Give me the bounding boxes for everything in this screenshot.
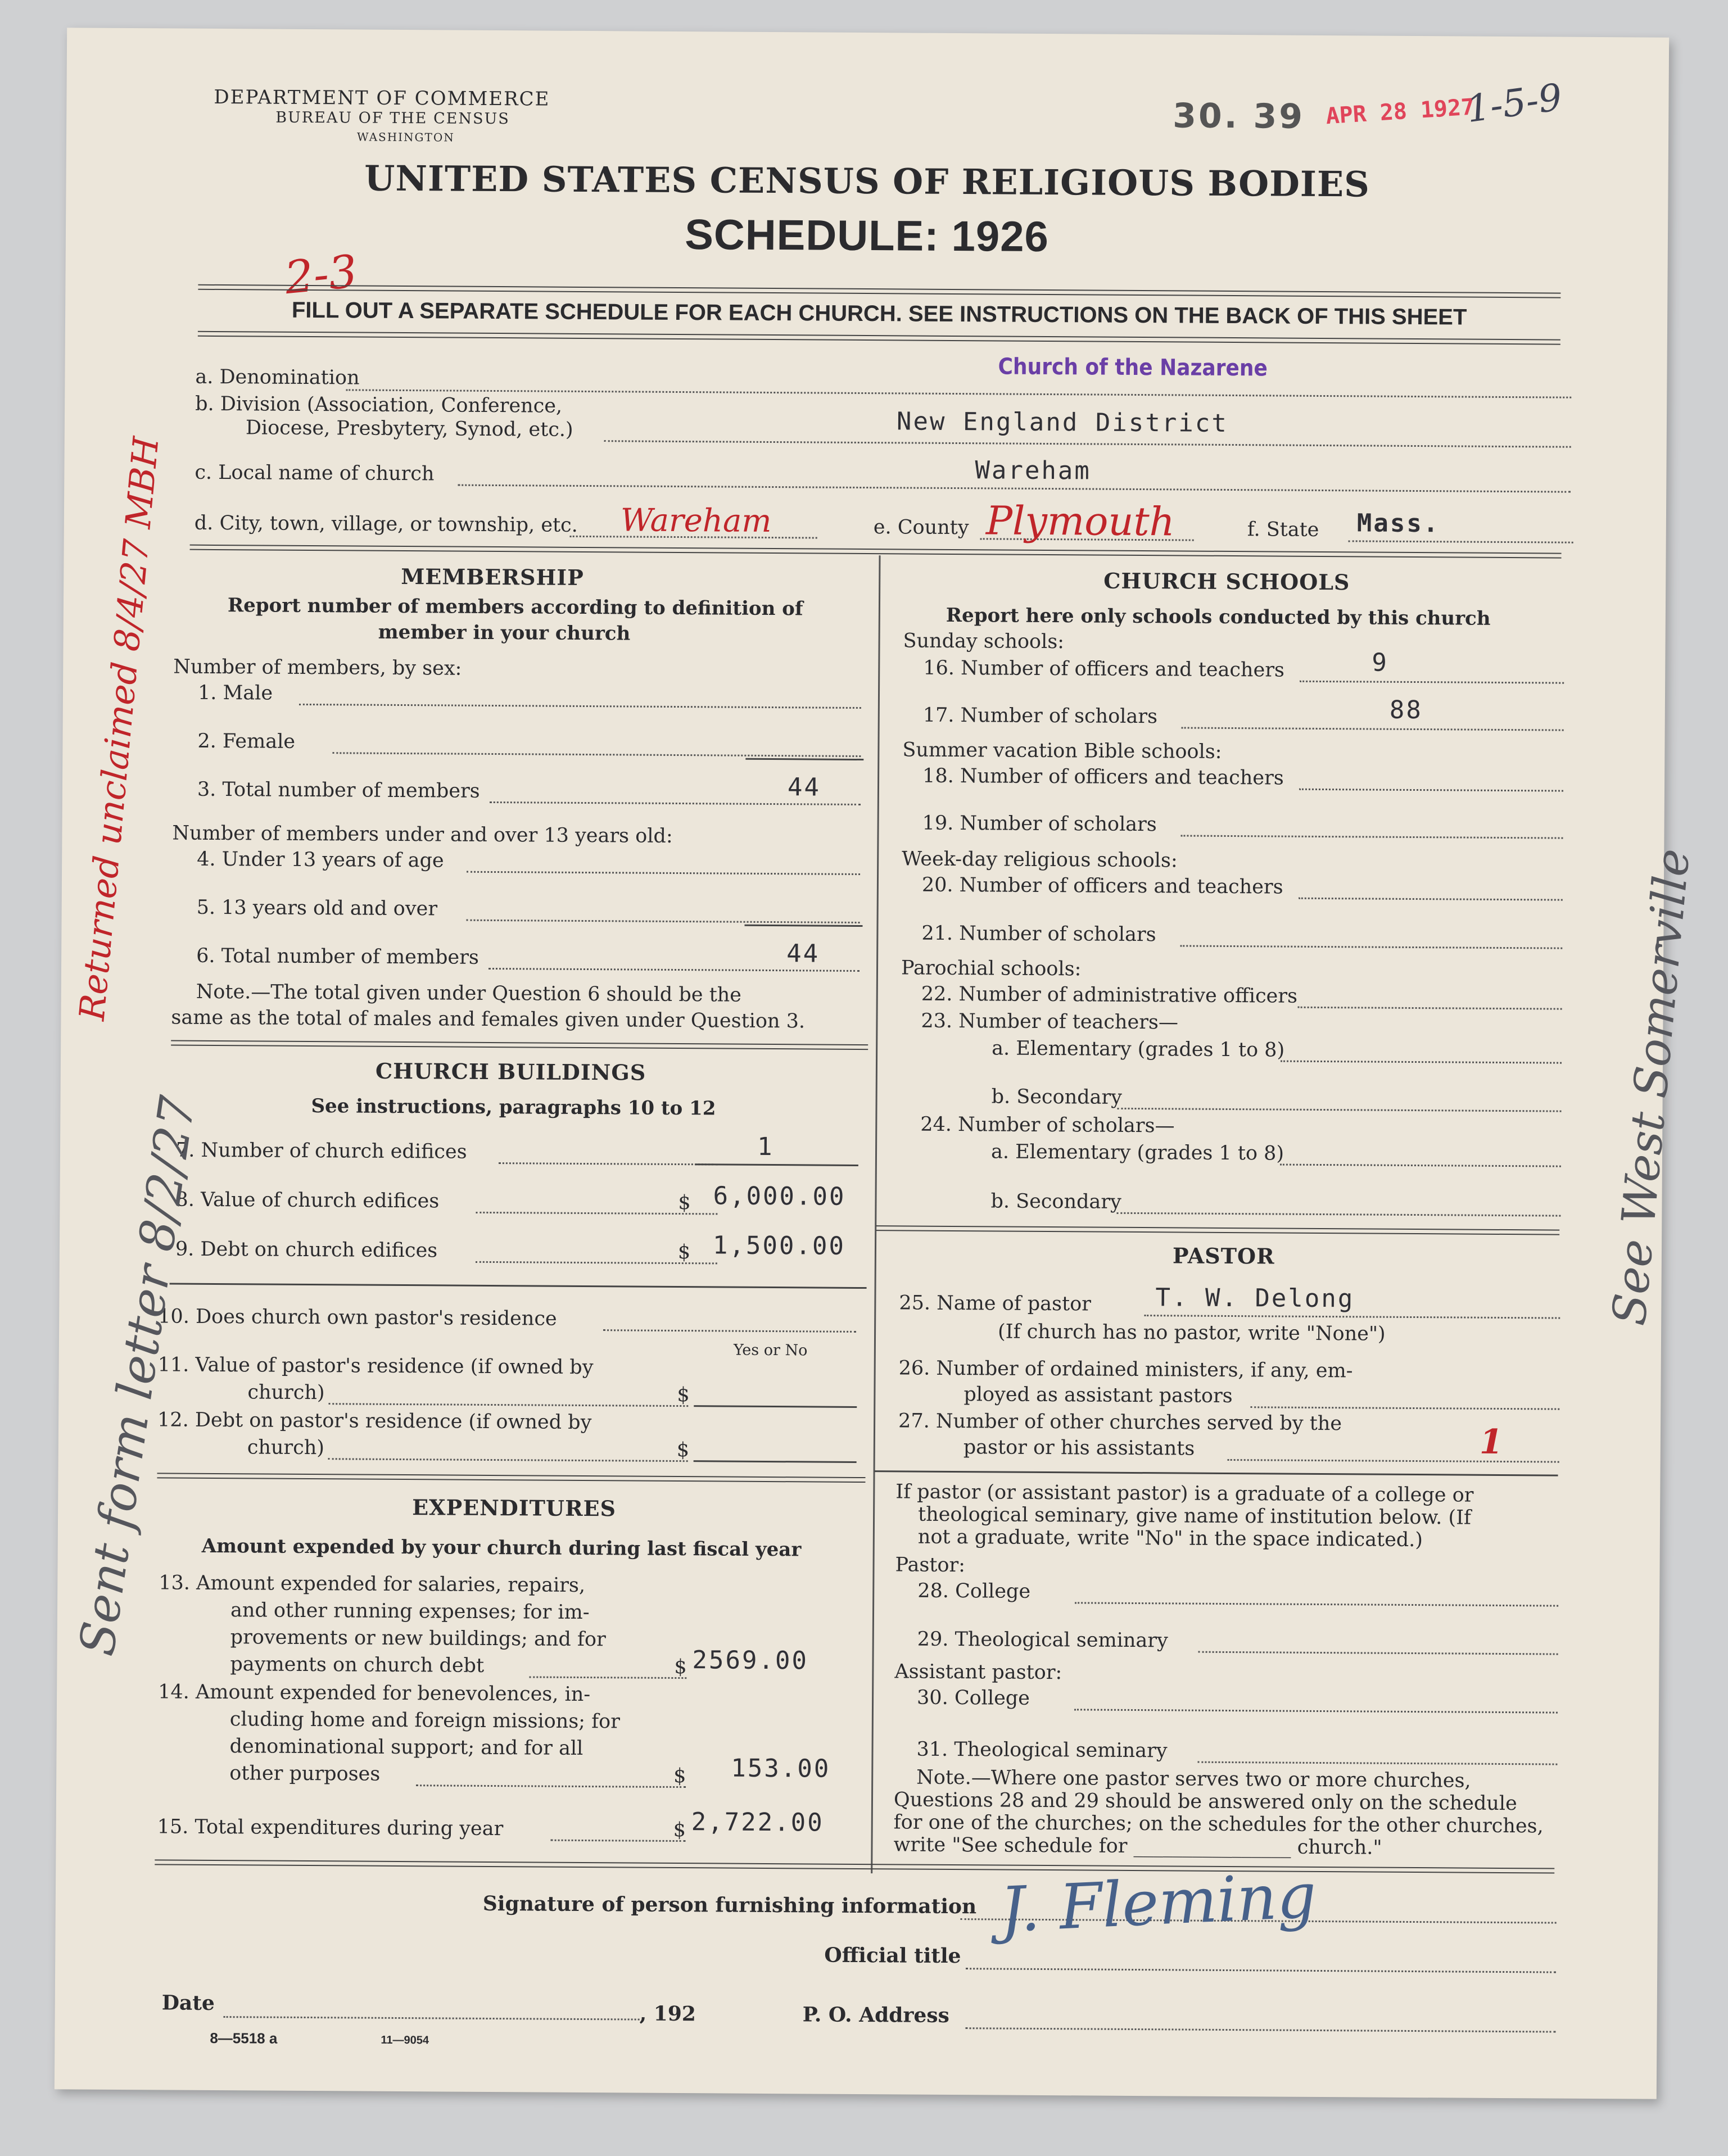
q26-line bbox=[1250, 1406, 1559, 1410]
q12-label: 12. Debt on pastor's residence (if owned by bbox=[157, 1408, 592, 1434]
denomination-value[interactable]: Church of the Nazarene bbox=[998, 354, 1268, 382]
q19-line bbox=[1180, 835, 1563, 839]
q7-line bbox=[499, 1162, 718, 1165]
buildings-bottom-rule bbox=[157, 1473, 865, 1483]
city-value[interactable]: Wareham bbox=[620, 502, 772, 540]
q13-label-2: and other running expenses; for im- bbox=[230, 1599, 590, 1624]
official-title-label: Official title bbox=[824, 1943, 961, 1968]
left-margin-pencil-note: Sent form letter 8/2/27 bbox=[69, 1092, 207, 1660]
q31-line bbox=[1197, 1761, 1557, 1765]
county-label: e. County bbox=[873, 516, 969, 540]
q26-label-2: ployed as assistant pastors bbox=[963, 1383, 1233, 1408]
q7-value[interactable]: 1 bbox=[757, 1132, 774, 1162]
q14-dollar: $ bbox=[673, 1764, 686, 1788]
q4-under13-label: 4. Under 13 years of age bbox=[197, 848, 444, 872]
q29-label: 29. Theological seminary bbox=[917, 1628, 1168, 1652]
membership-note-2: same as the total of males and females given under Question 3. bbox=[171, 1006, 806, 1033]
graduate-instruction-3: not a graduate, write "No" in the space indicated.) bbox=[917, 1525, 1423, 1552]
banner-top-rule bbox=[198, 284, 1560, 298]
q16-label: 16. Number of officers and teachers bbox=[923, 656, 1285, 682]
q17-value[interactable]: 88 bbox=[1389, 695, 1423, 725]
department-name: DEPARTMENT OF COMMERCE bbox=[214, 85, 550, 111]
q25-value[interactable]: T. W. Delong bbox=[1155, 1283, 1355, 1313]
q11-dollar: $ bbox=[677, 1384, 690, 1407]
q30-label: 30. College bbox=[916, 1686, 1030, 1710]
q23b-label: b. Secondary bbox=[991, 1085, 1123, 1109]
q27-value[interactable]: 1 bbox=[1479, 1422, 1503, 1462]
assistant-pastor-label: Assistant pastor: bbox=[894, 1660, 1062, 1684]
buildings-heading: CHURCH BUILDINGS bbox=[375, 1058, 646, 1085]
q3-line bbox=[490, 801, 861, 805]
membership-sub-2: member in your church bbox=[378, 620, 631, 645]
q9-dollar: $ bbox=[677, 1241, 691, 1264]
expenditures-heading: EXPENDITURES bbox=[412, 1494, 617, 1521]
q9-label: 9. Debt on church edifices bbox=[175, 1238, 438, 1262]
q2-line bbox=[332, 752, 861, 757]
signature-label: Signature of person furnishing information bbox=[482, 1891, 977, 1919]
q3-total-label: 3. Total number of members bbox=[197, 778, 480, 803]
q18-line bbox=[1299, 789, 1563, 792]
q16-value[interactable]: 9 bbox=[1372, 648, 1389, 677]
q11-value-line bbox=[694, 1405, 857, 1408]
division-label-2: Diocese, Presbytery, Synod, etc.) bbox=[245, 416, 573, 441]
po-address-line bbox=[966, 2027, 1556, 2032]
q23-label: 23. Number of teachers— bbox=[921, 1009, 1179, 1034]
division-label: b. Division (Association, Conference, bbox=[195, 392, 563, 418]
q24b-label: b. Secondary bbox=[990, 1190, 1121, 1213]
q6-total-label: 6. Total number of members bbox=[196, 944, 480, 969]
department-header bbox=[214, 86, 550, 145]
q28-line bbox=[1075, 1602, 1558, 1606]
graduate-instruction-2: theological seminary, give name of institution below. (If bbox=[917, 1503, 1472, 1529]
q12-label-2: church) bbox=[247, 1436, 325, 1460]
members-by-sex-label: Number of members, by sex: bbox=[173, 655, 462, 680]
weekday-schools-label: Week-day religious schools: bbox=[902, 848, 1178, 872]
q15-line bbox=[551, 1840, 686, 1842]
q27-label-2: pastor or his assistants bbox=[963, 1436, 1195, 1460]
q21-line bbox=[1180, 945, 1562, 949]
q25-note: (If church has no pastor, write "None") bbox=[997, 1320, 1386, 1346]
q10-line bbox=[603, 1329, 856, 1333]
q10-label: 10. Does church own pastor's residence bbox=[158, 1305, 557, 1330]
q5-total-rule bbox=[744, 925, 862, 927]
q6-line bbox=[488, 968, 860, 972]
census-form-sheet bbox=[55, 28, 1700, 2099]
schools-heading: CHURCH SCHOOLS bbox=[1103, 568, 1350, 595]
q22-line bbox=[1298, 1007, 1562, 1010]
q17-label: 17. Number of scholars bbox=[922, 704, 1158, 728]
pastor-note-3: for one of the churches; on the schedules for the other churches, bbox=[893, 1811, 1544, 1838]
membership-sub-1: Report number of members according to definition of bbox=[227, 594, 803, 620]
city-label: d. City, town, village, or township, etc. bbox=[194, 511, 578, 537]
buildings-mid-rule bbox=[170, 1283, 867, 1289]
pastor-note-4: write "See schedule for ________________ church." bbox=[893, 1833, 1382, 1859]
q14-line bbox=[416, 1784, 686, 1788]
q21-label: 21. Number of scholars bbox=[921, 922, 1156, 946]
date-year: , 192 bbox=[639, 2001, 696, 2026]
schools-bottom-rule bbox=[876, 1225, 1559, 1235]
q23a-label: a. Elementary (grades 1 to 8) bbox=[992, 1037, 1285, 1062]
state-label: f. State bbox=[1247, 518, 1319, 541]
pastor-heading: PASTOR bbox=[1172, 1243, 1275, 1269]
date-label: Date bbox=[161, 1991, 215, 2015]
q20-label: 20. Number of officers and teachers bbox=[921, 873, 1283, 899]
form-number: 30. 39 bbox=[1173, 96, 1305, 137]
schedule-title: SCHEDULE: 1926 bbox=[684, 211, 1050, 261]
form-title: UNITED STATES CENSUS OF RELIGIOUS BODIES bbox=[364, 157, 1370, 205]
q24a-line bbox=[1280, 1164, 1561, 1167]
po-address-label: P. O. Address bbox=[802, 2003, 949, 2027]
age-intro-label: Number of members under and over 13 years old: bbox=[172, 822, 673, 848]
lower-section-rule bbox=[155, 1859, 1554, 1873]
q23a-line bbox=[1281, 1061, 1562, 1064]
q15-dollar: $ bbox=[673, 1818, 686, 1842]
division-value[interactable]: New England District bbox=[896, 407, 1228, 438]
q24-label: 24. Number of scholars— bbox=[920, 1113, 1175, 1138]
q17-line bbox=[1182, 727, 1564, 731]
left-margin-red-note: Returned unclaimed 8/4/27 MBH bbox=[71, 435, 167, 1022]
state-value[interactable]: Mass. bbox=[1356, 509, 1440, 538]
q14-label-2: cluding home and foreign missions; for bbox=[229, 1708, 621, 1733]
q13-dollar: $ bbox=[674, 1655, 687, 1679]
q30-line bbox=[1074, 1709, 1558, 1713]
sunday-schools-label: Sunday schools: bbox=[903, 629, 1065, 654]
red-number-note: 2-3 bbox=[282, 244, 360, 305]
buildings-sub: See instructions, paragraphs 10 to 12 bbox=[311, 1095, 716, 1120]
q1-male-label: 1. Male bbox=[197, 681, 273, 705]
q12-line bbox=[328, 1458, 688, 1462]
local-name-label: c. Local name of church bbox=[194, 461, 435, 486]
q11-line bbox=[328, 1403, 688, 1407]
identity-bottom-rule bbox=[190, 545, 1562, 559]
q12-value-line bbox=[694, 1460, 857, 1463]
q15-value[interactable]: 2,722.00 bbox=[691, 1808, 824, 1837]
pastor-mid-rule bbox=[875, 1470, 1558, 1476]
q23b-line bbox=[1118, 1108, 1562, 1112]
q8-label: 8. Value of church edifices bbox=[175, 1188, 440, 1213]
denomination-label: a. Denomination bbox=[195, 365, 360, 389]
q9-value[interactable]: 1,500.00 bbox=[712, 1231, 846, 1261]
state-line bbox=[1349, 540, 1573, 543]
q1-line bbox=[299, 704, 861, 709]
local-name-value[interactable]: Wareham bbox=[975, 456, 1092, 486]
q6-total-value[interactable]: 44 bbox=[786, 939, 820, 968]
q18-label: 18. Number of officers and teachers bbox=[922, 764, 1284, 790]
q5-line bbox=[467, 920, 860, 923]
form-code-2: 11—9054 bbox=[381, 2033, 429, 2047]
date-line bbox=[224, 2016, 640, 2021]
q13-label-1: 13. Amount expended for salaries, repairs, bbox=[159, 1571, 586, 1597]
q27-line bbox=[1228, 1459, 1559, 1463]
q13-line bbox=[529, 1676, 686, 1679]
membership-note-1: Note.—The total given under Question 6 should be the bbox=[196, 980, 742, 1007]
q16-line bbox=[1300, 681, 1564, 684]
q2-total-rule bbox=[745, 758, 863, 760]
column-divider bbox=[871, 555, 880, 1873]
q29-line bbox=[1198, 1651, 1558, 1655]
form-code-1: 8—5518 a bbox=[210, 2029, 278, 2047]
q14-value[interactable]: 153.00 bbox=[731, 1754, 831, 1783]
q28-label: 28. College bbox=[917, 1579, 1031, 1603]
signature-value[interactable]: J. Fleming bbox=[998, 1859, 1318, 1946]
q25-line bbox=[1144, 1315, 1560, 1319]
q5-over13-label: 5. 13 years old and over bbox=[196, 896, 438, 921]
pastor-section-label: Pastor: bbox=[895, 1553, 966, 1577]
q26-label: 26. Number of ordained ministers, if any, em- bbox=[898, 1357, 1353, 1383]
q11-label: 11. Value of pastor's residence (if owned by bbox=[157, 1353, 594, 1379]
q2-female-label: 2. Female bbox=[197, 730, 296, 753]
q22-label: 22. Number of administrative officers bbox=[921, 982, 1298, 1008]
right-margin-pencil-note: See West Somerville bbox=[1602, 846, 1700, 1328]
q4-line bbox=[467, 871, 860, 875]
q31-label: 31. Theological seminary bbox=[916, 1738, 1168, 1763]
official-title-line bbox=[966, 1968, 1556, 1973]
q13-value[interactable]: 2569.00 bbox=[692, 1646, 809, 1675]
q20-line bbox=[1299, 898, 1563, 901]
received-date-stamp: APR 28 1927 bbox=[1325, 94, 1476, 130]
instruction-banner: FILL OUT A SEPARATE SCHEDULE FOR EACH CHURCH. SEE INSTRUCTIONS ON THE BACK OF THIS SHEET bbox=[291, 297, 1467, 330]
schools-sub: Report here only schools conducted by this church bbox=[946, 604, 1491, 630]
q7-label: 7. Number of church edifices bbox=[175, 1139, 467, 1163]
banner-bottom-rule bbox=[198, 331, 1560, 345]
graduate-instruction-1: If pastor (or assistant pastor) is a graduate of a college or bbox=[895, 1480, 1474, 1507]
q25-label: 25. Name of pastor bbox=[899, 1292, 1092, 1316]
membership-heading: MEMBERSHIP bbox=[401, 563, 584, 590]
q14-label-3: denominational support; and for all bbox=[229, 1735, 583, 1760]
parochial-schools-label: Parochial schools: bbox=[901, 957, 1082, 981]
q14-label-1: 14. Amount expended for benevolences, in- bbox=[158, 1681, 591, 1706]
summer-schools-label: Summer vacation Bible schools: bbox=[902, 739, 1222, 763]
q3-total-value[interactable]: 44 bbox=[787, 773, 821, 802]
q7-value-line bbox=[695, 1163, 858, 1166]
q11-label-2: church) bbox=[247, 1381, 325, 1405]
q24b-line bbox=[1116, 1212, 1560, 1217]
expenditures-sub: Amount expended by your church during last fiscal year bbox=[201, 1534, 802, 1561]
city-name: WASHINGTON bbox=[356, 130, 455, 144]
county-value[interactable]: Plymouth bbox=[985, 497, 1175, 545]
yes-no-hint: Yes or No bbox=[733, 1341, 808, 1360]
q19-label: 19. Number of scholars bbox=[922, 812, 1157, 836]
q27-label: 27. Number of other churches served by the bbox=[898, 1410, 1342, 1435]
q15-label: 15. Total expenditures during year bbox=[157, 1815, 504, 1841]
q14-label-4: other purposes bbox=[229, 1762, 381, 1786]
pastor-note-1: Note.—Where one pastor serves two or more churches, bbox=[916, 1766, 1471, 1792]
q8-value[interactable]: 6,000.00 bbox=[713, 1181, 846, 1211]
local-name-line bbox=[458, 484, 1571, 493]
q12-dollar: $ bbox=[676, 1439, 690, 1462]
q24a-label: a. Elementary (grades 1 to 8) bbox=[990, 1140, 1284, 1165]
bureau-name: BUREAU OF THE CENSUS bbox=[275, 108, 510, 128]
q13-label-3: provements or new buildings; and for bbox=[230, 1626, 606, 1651]
pastor-note-2: Questions 28 and 29 should be answered only on the schedule bbox=[893, 1788, 1517, 1815]
division-line bbox=[604, 440, 1571, 448]
corner-handwritten-note: 1-5-9 bbox=[1464, 75, 1565, 132]
q13-label-4: payments on church debt bbox=[230, 1653, 485, 1677]
q8-dollar: $ bbox=[678, 1192, 691, 1215]
membership-bottom-rule bbox=[171, 1040, 868, 1050]
